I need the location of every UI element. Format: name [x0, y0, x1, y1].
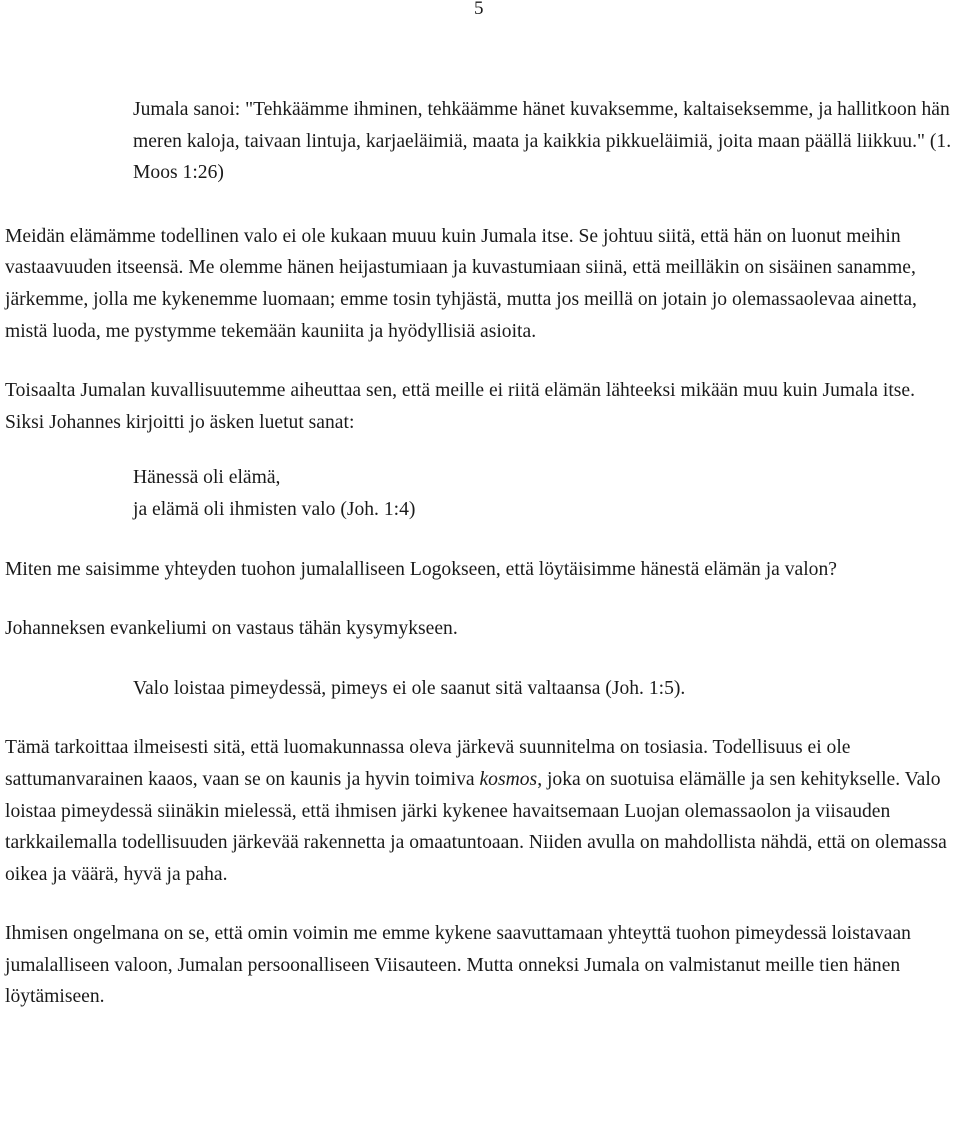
paragraph-image-of-god: Toisaalta Jumalan kuvallisuutemme aiheuttaa sen, että meille ei riitä elämän lähteeksi mikään muu kuin Jumala itse. Siksi Johannes kirjoitti jo äsken luetut sanat: [5, 380, 915, 433]
italic-term: kosmos [479, 768, 538, 790]
quote-genesis: Jumala sanoi: "Tehkäämme ihminen, tehkäämme hänet kuvaksemme, kaltaiseksemme, ja hallitkoon hän meren kaloja, taivaan lintuja, karjaeläimiä, maata ja kaikkia pikkueläimiä, joita maan päällä liikkuu." (1. Moos 1:26) [133, 99, 952, 184]
text-run: , joka on suotuisa elämälle ja sen kehitykselle. Valo loistaa pimeydessä siinäkin mielessä, että ihmisen järki kykenee havaitsemaan Luojan olemassaolon ja viisauden tarkkailemalla todellisuuden järkevää rakennetta ja omaatuntoaan. Niiden avulla on mahdollista nähdä, että on olemassa oikea ja väärä, hyvä ja paha. [5, 768, 947, 885]
text-run: Tämä tarkoittaa ilmeisesti sitä, että luomakunnassa oleva järkevä suunnitelma on tosiasia. Todellisuus ei ole sattumanvarainen kaaos, vaan se on kaunis ja hyvin toimiva [5, 737, 851, 790]
paragraph-human-problem: Ihmisen ongelmana on se, että omin voimin me emme kykene saavuttamaan yhteyttä tuohon pimeydessä loistavaan jumalalliseen valoon, Jumalan persoonalliseen Viisauteen. Mutta onneksi Jumala on valmistanut meille tien hänen löytämiseen. [5, 923, 911, 1008]
paragraph-light-of-life: Meidän elämämme todellinen valo ei ole kukaan muuu kuin Jumala itse. Se johtuu siitä, että hän on luonut meihin vastaavuuden itseensä. Me olemme hänen heijastumiaan ja kuvastumiaan siinä, että meilläkin on sisäinen sanamme, järkemme, jolla me kykenemme luomaan; emme tosin tyhjästä, mutta jos meillä on jotain jo olemassaolevaa ainetta, mistä luoda, me pystymme tekemään kauniita ja hyödyllisiä asioita. [5, 225, 917, 342]
paragraph-answer: Johanneksen evankeliumi on vastaus tähän kysymykseen. [5, 618, 458, 640]
quote-line: Hänessä oli elämä, [133, 467, 281, 489]
paragraph-cosmos [5, 732, 957, 890]
quote-line: ja elämä oli ihmisten valo (Joh. 1:4) [133, 498, 416, 520]
paragraph-question: Miten me saisimme yhteyden tuohon jumalalliseen Logokseen, että löytäisimme hänestä elämän ja valon? [5, 558, 837, 580]
quote-john-1-4 [133, 462, 957, 525]
page-number: 5 [474, 0, 484, 19]
document-body [5, 94, 957, 1013]
quote-john-1-5: Valo loistaa pimeydessä, pimeys ei ole saanut sitä valtaansa (Joh. 1:5). [133, 677, 686, 699]
